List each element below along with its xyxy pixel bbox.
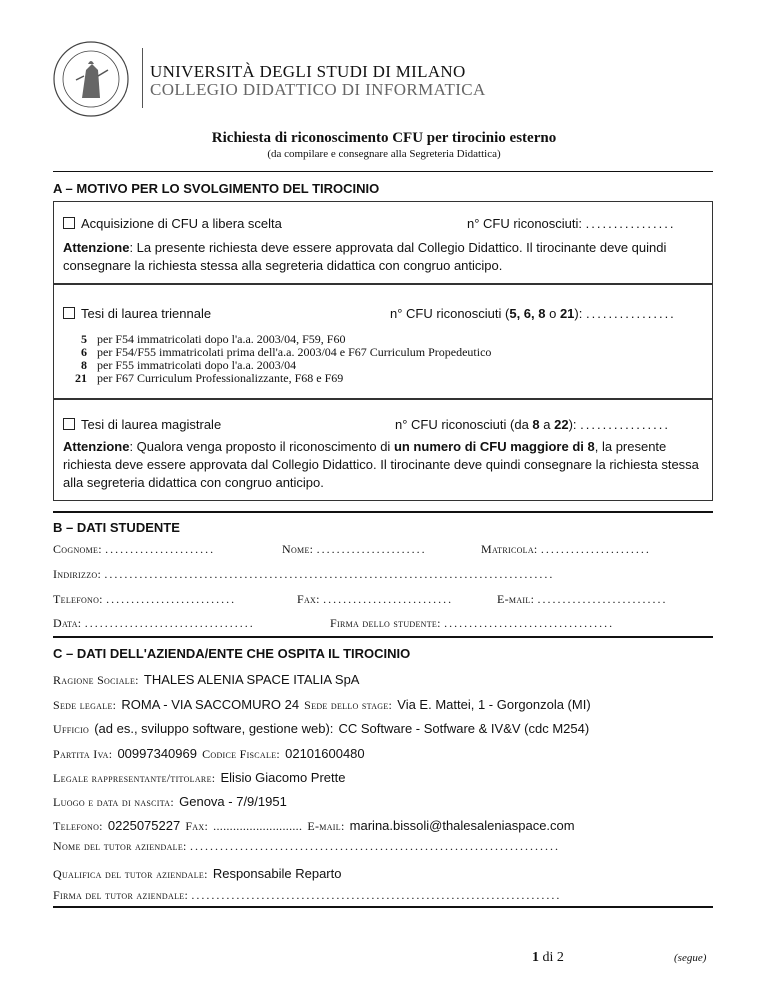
luogo-value[interactable]: Genova - 7/9/1951	[179, 794, 287, 809]
sede-legale-value[interactable]: ROMA - VIA SACCOMURO 24	[121, 697, 300, 712]
ufficio-row: Ufficio (ad es., sviluppo software, gestione web): CC Software - Sotfware & IV&V (cdc M254)	[53, 721, 590, 736]
contatti-row: Telefono: 0225075227 Fax: ........................... E-mail: marina.bissoli@thalesaleniaspace.com	[53, 818, 575, 833]
luogo-row: Luogo e data di nascita: Genova - 7/9/1951	[53, 794, 287, 809]
divider	[53, 511, 713, 513]
option-triennale-box	[53, 284, 713, 399]
fax-field[interactable]: Fax: ..........................	[297, 592, 454, 606]
ragione-sociale-value[interactable]: THALES ALENIA SPACE ITALIA SpA	[143, 672, 360, 687]
piva-value[interactable]: 00997340969	[117, 746, 197, 761]
option-libera-scelta-box	[53, 201, 713, 284]
tutor-firma-field[interactable]: Firma del tutor aziendale: ..........................................................................	[53, 888, 562, 902]
divider	[53, 906, 713, 908]
checkbox-tesi-magistrale[interactable]	[63, 418, 75, 430]
email-field[interactable]: E-mail: ..........................	[497, 592, 668, 606]
university-seal-logo	[52, 40, 130, 118]
attention-note-1: Attenzione: La presente richiesta deve essere approvata dal Collegio Didattico. Il tirocinante deve quindi consegnare la richiesta stessa alla segreteria didattica con congruo anticipo.	[63, 240, 667, 273]
cfu-field-2[interactable]: n° CFU riconosciuti (5, 6, 8 o 21): ................	[390, 306, 676, 321]
section-c-title: C – DATI DELL'AZIENDA/ENTE CHE OSPITA IL TIROCINIO	[53, 646, 411, 661]
indirizzo-field[interactable]: Indirizzo: ..........................................................................................	[53, 567, 555, 581]
option-magistrale-box	[53, 399, 713, 501]
section-a-title: A – MOTIVO PER LO SVOLGIMENTO DEL TIROCINIO	[53, 181, 380, 196]
email-azienda-value[interactable]: marina.bissoli@thalesaleniaspace.com	[349, 818, 575, 833]
page-number: 1 di 2	[532, 950, 564, 965]
sede-row: Sede legale: ROMA - VIA SACCOMURO 24 Sede dello stage: Via E. Mattei, 1 - Gorgonzola (MI)	[53, 697, 591, 712]
piva-row: Partita Iva: 00997340969 Codice Fiscale: 02101600480	[53, 746, 365, 761]
matricola-field[interactable]: Matricola: ......................	[481, 542, 651, 556]
legale-value[interactable]: Elisio Giacomo Prette	[220, 770, 346, 785]
telefono-field[interactable]: Telefono: ..........................	[53, 592, 237, 606]
checkbox-libera-scelta[interactable]	[63, 217, 75, 229]
codice-fiscale-value[interactable]: 02101600480	[285, 746, 365, 761]
option-tesi-triennale[interactable]: Tesi di laurea triennale	[63, 306, 211, 321]
divider	[53, 636, 713, 638]
firma-studente-field[interactable]: Firma dello studente: ..................................	[330, 616, 615, 630]
nome-field[interactable]: Nome: ......................	[282, 542, 427, 556]
cfu-row: 8 per F55 immatricolati dopo l'a.a. 2003/04	[81, 358, 297, 372]
ragione-sociale-row: Ragione Sociale: THALES ALENIA SPACE ITALIA SpA	[53, 672, 360, 687]
college-name: COLLEGIO DIDATTICO DI INFORMATICA	[150, 80, 486, 99]
qualifica-row: Qualifica del tutor aziendale: Responsabile Reparto	[53, 866, 342, 881]
telefono-azienda-value[interactable]: 0225075227	[107, 818, 181, 833]
divider	[53, 171, 713, 172]
cfu-field-3[interactable]: n° CFU riconosciuti (da 8 a 22): ................	[395, 417, 670, 432]
section-b-title: B – DATI STUDENTE	[53, 520, 180, 535]
document-title: Richiesta di riconoscimento CFU per tirocinio esterno	[211, 130, 557, 146]
cognome-field[interactable]: Cognome: ......................	[53, 542, 216, 556]
header-divider	[142, 48, 143, 108]
checkbox-tesi-triennale[interactable]	[63, 307, 75, 319]
legale-row: Legale rappresentante/titolare: Elisio Giacomo Prette	[53, 770, 346, 785]
qualifica-value[interactable]: Responsabile Reparto	[212, 866, 342, 881]
cfu-row: 21 per F67 Curriculum Professionalizzante, F68 e F69	[75, 371, 344, 385]
tutor-nome-field[interactable]: Nome del tutor aziendale: ..........................................................................	[53, 839, 560, 853]
option-tesi-magistrale[interactable]: Tesi di laurea magistrale	[63, 417, 221, 432]
option-libera-scelta[interactable]: Acquisizione di CFU a libera scelta	[63, 216, 282, 231]
sede-stage-value[interactable]: Via E. Mattei, 1 - Gorgonzola (MI)	[397, 697, 591, 712]
cfu-table	[67, 333, 491, 385]
ufficio-value[interactable]: CC Software - Sotfware & IV&V (cdc M254)	[338, 721, 590, 736]
document-subtitle: (da compilare e consegnare alla Segreteria Didattica)	[267, 148, 501, 160]
fax-azienda-field[interactable]: ...........................	[213, 819, 303, 833]
segue-note: (segue)	[674, 952, 707, 964]
data-field[interactable]: Data: ..................................	[53, 616, 255, 630]
cfu-row: 6 per F54/F55 immatricolati prima dell'a.a. 2003/04 e F67 Curriculum Propedeutico	[81, 345, 492, 359]
university-name: UNIVERSITÀ DEGLI STUDI DI MILANO	[150, 62, 466, 81]
cfu-field-1[interactable]: n° CFU riconosciuti: ................	[467, 216, 676, 231]
cfu-row: 5 per F54 immatricolati dopo l'a.a. 2003/04, F59, F60	[81, 332, 346, 346]
attention-note-3: Attenzione: Qualora venga proposto il riconoscimento di un numero di CFU maggiore di 8, la presente richiesta deve essere approvata dal Collegio Didattico. Il tirocinante deve quindi consegnare la richiesta stessa alla segreteria didattica con congruo anticipo.	[63, 439, 699, 490]
